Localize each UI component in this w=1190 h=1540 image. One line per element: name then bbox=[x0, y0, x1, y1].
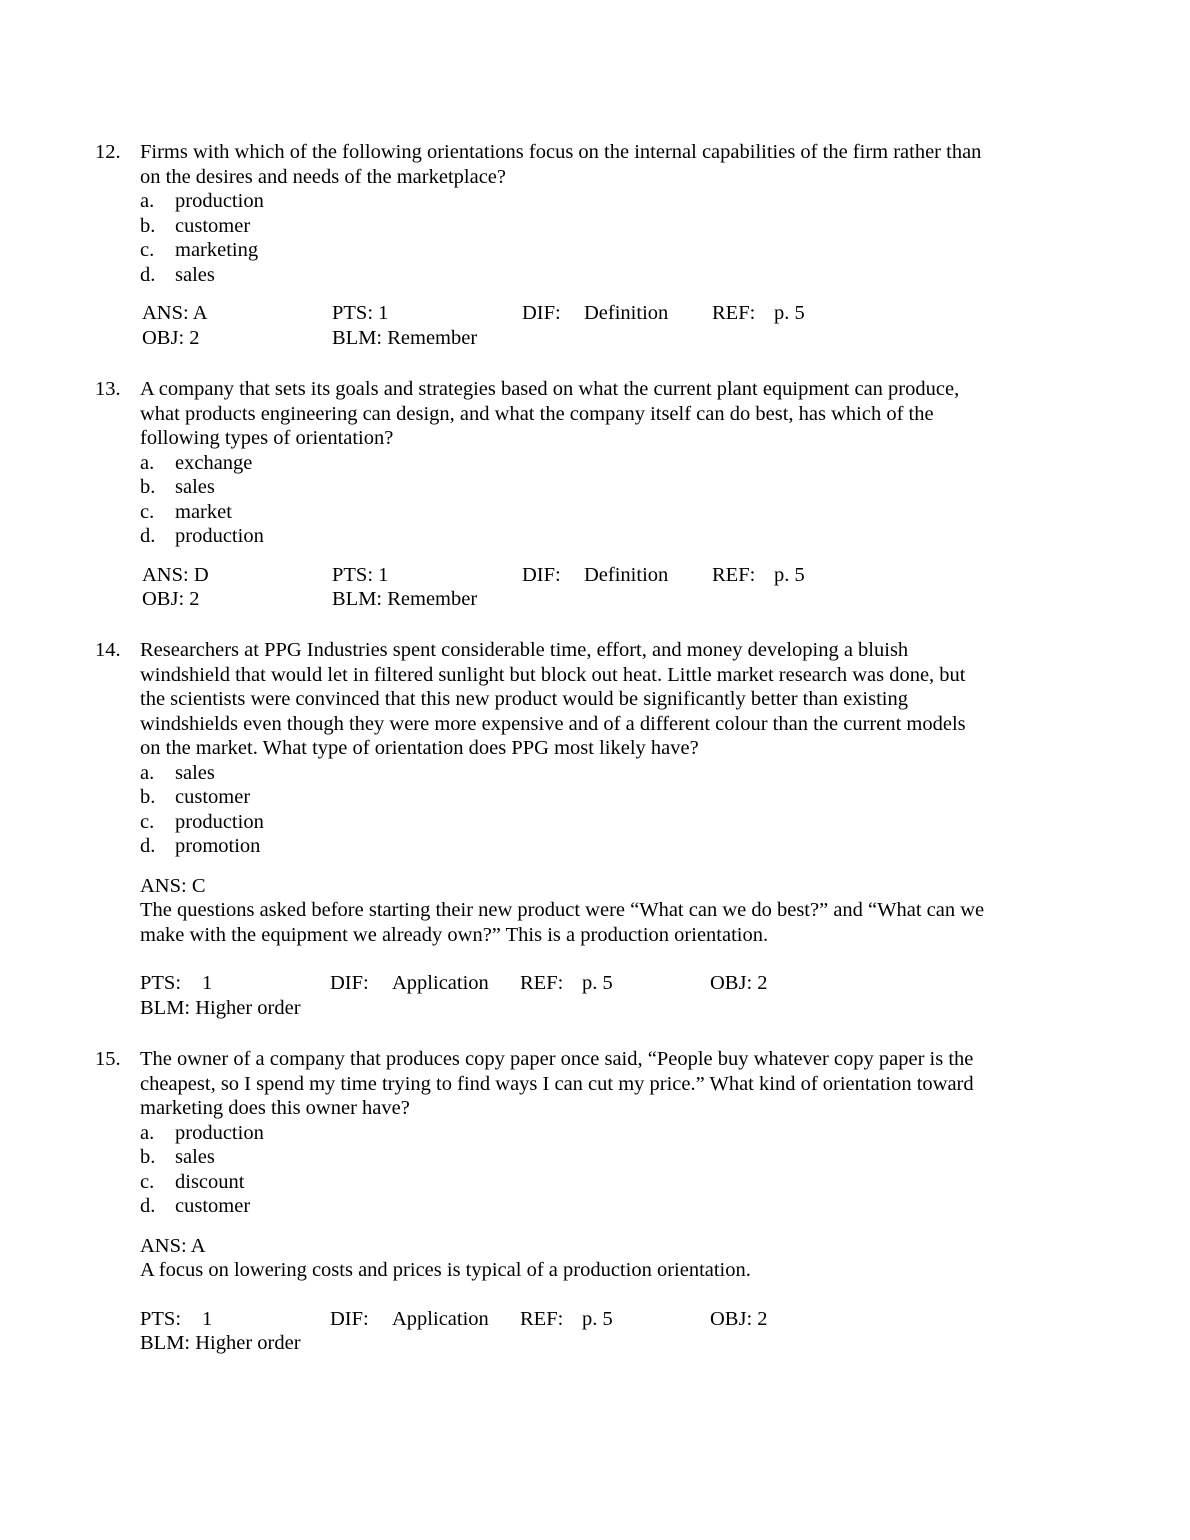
difficulty: Definition bbox=[584, 302, 669, 324]
meta-row-2 bbox=[140, 1331, 990, 1356]
difficulty: Application bbox=[392, 972, 489, 994]
difficulty-label: DIF: bbox=[522, 302, 561, 324]
option-text: customer bbox=[175, 786, 251, 808]
options-list bbox=[140, 1121, 990, 1219]
meta-row-1 bbox=[140, 971, 990, 996]
difficulty-label: DIF: bbox=[330, 972, 369, 994]
option-b bbox=[140, 1145, 990, 1170]
option-d bbox=[140, 263, 990, 288]
answer: ANS: D bbox=[142, 563, 209, 586]
question-body bbox=[140, 1047, 990, 1356]
difficulty: Definition bbox=[584, 563, 669, 586]
option-text: market bbox=[175, 500, 232, 523]
reference: p. 5 bbox=[774, 302, 805, 324]
points: 1 bbox=[202, 972, 213, 994]
question-number: 13. bbox=[95, 378, 121, 400]
option-text: production bbox=[175, 1121, 264, 1144]
meta-row-2 bbox=[140, 326, 990, 351]
question-number: 15. bbox=[95, 1048, 121, 1070]
option-letter: c. bbox=[140, 1170, 155, 1193]
option-d bbox=[140, 834, 990, 859]
blooms-level: BLM: Higher order bbox=[140, 1332, 301, 1354]
option-c bbox=[140, 810, 990, 835]
option-letter: a. bbox=[140, 1121, 155, 1144]
reference-label: REF: bbox=[520, 972, 564, 994]
option-c bbox=[140, 238, 990, 263]
option-letter: a. bbox=[140, 190, 155, 212]
question-body bbox=[140, 140, 990, 350]
reference-label: REF: bbox=[712, 563, 756, 586]
option-letter: d. bbox=[140, 835, 156, 857]
option-text: sales bbox=[175, 263, 215, 286]
option-text: production bbox=[175, 190, 264, 212]
points: PTS: 1 bbox=[332, 563, 389, 586]
answer: ANS: A bbox=[140, 1234, 206, 1257]
option-c bbox=[140, 500, 990, 525]
blooms-level: BLM: Remember bbox=[332, 326, 478, 349]
difficulty-label: DIF: bbox=[522, 563, 561, 586]
question-stem: Firms with which of the following orientations focus on the internal capabilities of the firm rather than on the desires and needs of the marketplace? bbox=[140, 141, 982, 188]
meta-row-2 bbox=[140, 996, 990, 1021]
option-c bbox=[140, 1170, 990, 1195]
option-a bbox=[140, 451, 990, 476]
option-letter: a. bbox=[140, 451, 155, 474]
option-a bbox=[140, 189, 990, 214]
option-letter: b. bbox=[140, 214, 156, 237]
option-text: exchange bbox=[175, 451, 253, 474]
objective: OBJ: 2 bbox=[710, 972, 768, 994]
option-text: promotion bbox=[175, 835, 261, 857]
reference: p. 5 bbox=[774, 563, 805, 586]
rationale: The questions asked before starting their new product were “What can we do best?” and “What can we make with the equipment we already own?” This is a production orientation. bbox=[140, 899, 985, 946]
option-a bbox=[140, 761, 990, 786]
options-list bbox=[140, 451, 990, 549]
options-list bbox=[140, 189, 990, 287]
answer: ANS: A bbox=[142, 302, 208, 324]
option-letter: c. bbox=[140, 239, 155, 261]
rationale: A focus on lowering costs and prices is typical of a production orientation. bbox=[140, 1259, 751, 1281]
option-text: production bbox=[175, 810, 264, 833]
blooms-level: BLM: Higher order bbox=[140, 996, 301, 1019]
option-letter: b. bbox=[140, 476, 156, 498]
option-letter: b. bbox=[140, 1146, 156, 1168]
option-letter: b. bbox=[140, 786, 156, 808]
question-stem: Researchers at PPG Industries spent considerable time, effort, and money developing a bluish windshield that would let in filtered sunlight but block out heat. Little market research was done, but the scientists were convinced that this new product would be significantly better than existing windshields even though they were more expensive and of a different colour than the current models on the market. What type of orientation does PPG most likely have? bbox=[140, 639, 966, 759]
option-letter: a. bbox=[140, 761, 155, 784]
objective: OBJ: 2 bbox=[142, 326, 200, 349]
option-letter: c. bbox=[140, 500, 155, 523]
meta-row-2 bbox=[140, 587, 990, 612]
meta-row-1 bbox=[140, 1307, 990, 1332]
points: 1 bbox=[202, 1307, 213, 1330]
options-list bbox=[140, 761, 990, 859]
question-body bbox=[140, 638, 990, 1020]
option-letter: d. bbox=[140, 263, 156, 286]
difficulty-label: DIF: bbox=[330, 1307, 369, 1330]
points: PTS: 1 bbox=[332, 302, 389, 324]
question-stem: The owner of a company that produces copy paper once said, “People buy whatever copy paper is the cheapest, so I spend my time trying to find ways I can cut my price.” What kind of orientation toward marketing does this owner have? bbox=[140, 1048, 974, 1119]
objective: OBJ: 2 bbox=[710, 1307, 768, 1330]
option-letter: d. bbox=[140, 1195, 156, 1217]
meta-row-1 bbox=[140, 301, 990, 326]
option-a bbox=[140, 1121, 990, 1146]
option-d bbox=[140, 524, 990, 549]
question-body bbox=[140, 377, 990, 612]
option-b bbox=[140, 214, 990, 239]
reference-label: REF: bbox=[520, 1307, 564, 1330]
option-text: sales bbox=[175, 476, 215, 498]
option-text: production bbox=[175, 525, 264, 547]
option-text: sales bbox=[175, 1146, 215, 1168]
objective: OBJ: 2 bbox=[142, 588, 200, 610]
difficulty: Application bbox=[392, 1307, 489, 1330]
option-text: customer bbox=[175, 1195, 251, 1217]
blooms-level: BLM: Remember bbox=[332, 588, 478, 610]
option-text: discount bbox=[175, 1170, 245, 1193]
meta-row-1 bbox=[140, 563, 990, 588]
points-label: PTS: bbox=[140, 1307, 182, 1330]
option-b bbox=[140, 785, 990, 810]
option-b bbox=[140, 475, 990, 500]
answer: ANS: C bbox=[140, 874, 206, 897]
option-d bbox=[140, 1194, 990, 1219]
question-stem: A company that sets its goals and strategies based on what the current plant equipment can produce, what products engineering can design, and what the company itself can do best, has which of the following types of orientation? bbox=[140, 378, 960, 449]
points-label: PTS: bbox=[140, 972, 182, 994]
reference-label: REF: bbox=[712, 302, 756, 324]
option-text: sales bbox=[175, 761, 215, 784]
option-text: marketing bbox=[175, 239, 259, 261]
reference: p. 5 bbox=[582, 972, 613, 994]
option-letter: c. bbox=[140, 810, 155, 833]
question-number: 12. bbox=[95, 141, 121, 163]
question-number: 14. bbox=[95, 639, 121, 661]
reference: p. 5 bbox=[582, 1307, 613, 1330]
option-text: customer bbox=[175, 214, 251, 237]
option-letter: d. bbox=[140, 525, 156, 547]
